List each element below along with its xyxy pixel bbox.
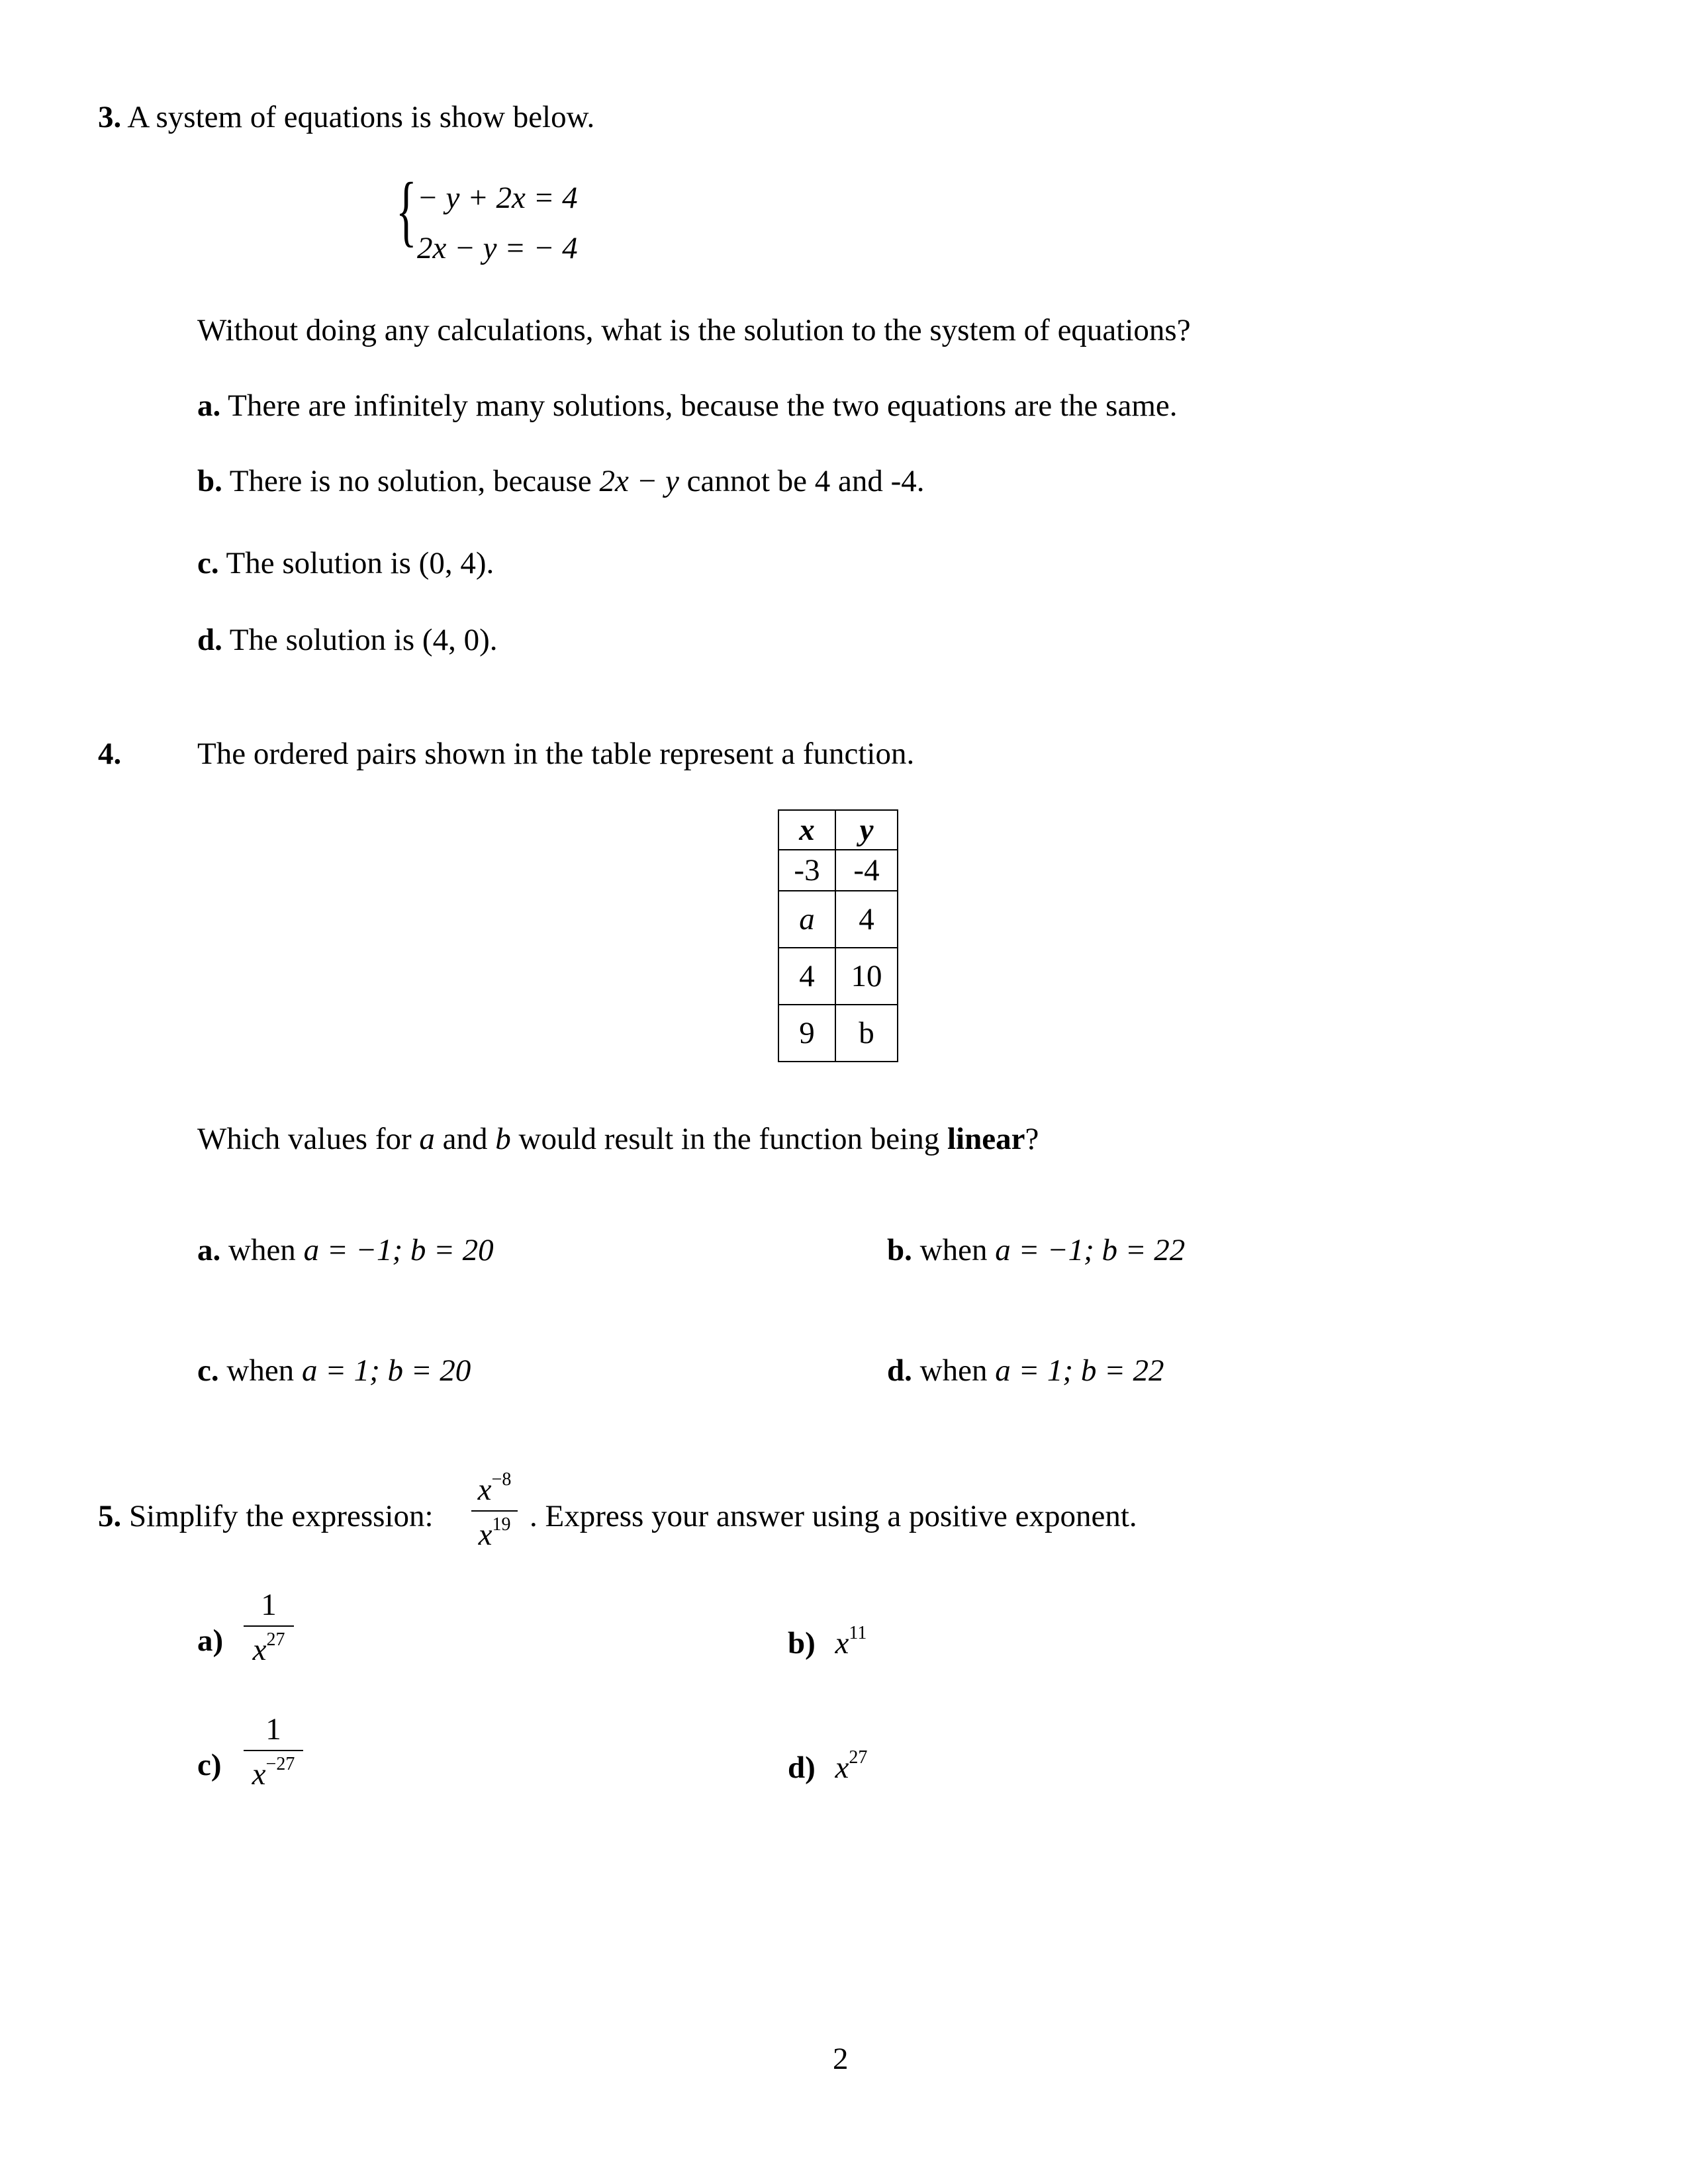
q5-choice-d[interactable] [788, 1747, 867, 1786]
q4-prompt: The ordered pairs shown in the table represent a function. [197, 737, 915, 771]
q4-choice-c[interactable] [197, 1353, 471, 1388]
q3-choice-c[interactable] [197, 545, 494, 581]
q5-choice-a-label: a) [197, 1623, 224, 1658]
q5-header [98, 1498, 434, 1534]
page-number: 2 [833, 2042, 849, 2076]
choice-base: x [252, 1757, 266, 1792]
equation-brace: { [396, 166, 417, 254]
choice-label: c. [197, 546, 219, 580]
choice-label: a. [197, 1233, 221, 1267]
choice-exp: 11 [849, 1623, 867, 1643]
choice-text: There is no solution, because [229, 464, 592, 498]
choice-exp: −27 [265, 1754, 295, 1775]
choice-label: c. [197, 1353, 219, 1388]
q4-choice-a[interactable] [197, 1232, 494, 1268]
choice-label: d) [788, 1751, 816, 1785]
q4-question-start: Which values for [197, 1122, 412, 1156]
q5-choice-c[interactable] [244, 1711, 303, 1792]
q5-expression [471, 1469, 518, 1553]
q3-number: 3. [98, 100, 122, 134]
q4-question [197, 1121, 1039, 1157]
choice-when: when [226, 1353, 295, 1388]
choice-base: x [835, 1626, 849, 1661]
table-cell: b [835, 1005, 898, 1062]
q4-choice-d[interactable] [887, 1353, 1164, 1388]
expr-den-exp: 19 [492, 1514, 511, 1535]
q5-choice-b[interactable] [788, 1623, 867, 1661]
choice-when: when [228, 1233, 296, 1267]
table-row [778, 850, 898, 891]
choice-label: b. [887, 1233, 912, 1267]
function-table [778, 809, 898, 1062]
table-row [778, 1005, 898, 1062]
table-cell: -4 [835, 850, 898, 891]
choice-math: a = −1; b = 22 [995, 1233, 1186, 1267]
choice-text: The solution is (4, 0). [229, 623, 498, 657]
choice-math: 2x − y [599, 464, 679, 498]
q3-question: Without doing any calculations, what is the solution to the system of equations? [197, 313, 1191, 347]
expr-num-base: x [477, 1473, 492, 1507]
choice-when: when [919, 1353, 988, 1388]
q4-var-b: b [495, 1122, 511, 1156]
q3-header [98, 99, 594, 135]
q5-choice-c-label: c) [197, 1748, 222, 1782]
q4-number: 4. [98, 737, 122, 771]
table-cell: a [778, 891, 835, 948]
q4-question-and: and [442, 1122, 488, 1156]
table-cell: 4 [778, 948, 835, 1005]
q5-prompt-after: . Express your answer using a positive exponent. [530, 1499, 1137, 1533]
choice-exp: 27 [266, 1629, 285, 1651]
q3-equation-1: − y + 2x = 4 [417, 181, 578, 215]
q4-question-bold: linear [947, 1122, 1025, 1156]
choice-base: x [835, 1751, 849, 1785]
choice-num: 1 [261, 1588, 277, 1622]
choice-label: b. [197, 464, 222, 498]
q3-choice-a[interactable] [197, 388, 1177, 424]
q4-var-a: a [419, 1122, 435, 1156]
choice-label: d. [197, 623, 222, 657]
choice-when: when [919, 1233, 988, 1267]
q4-question-mid: would result in the function being [518, 1122, 940, 1156]
choice-math: a = 1; b = 22 [995, 1353, 1164, 1388]
choice-label: b) [788, 1626, 816, 1661]
expr-den-base: x [478, 1518, 492, 1553]
choice-label: d. [887, 1353, 912, 1388]
table-cell: 4 [835, 891, 898, 948]
table-cell: 9 [778, 1005, 835, 1062]
q4-question-end: ? [1025, 1122, 1039, 1156]
q4-choice-b[interactable] [887, 1232, 1185, 1268]
table-cell: 10 [835, 948, 898, 1005]
table-header-y: y [835, 810, 898, 850]
choice-num: 1 [265, 1712, 281, 1747]
choice-text-end: cannot be 4 and -4. [686, 464, 925, 498]
q5-choice-a[interactable] [244, 1587, 294, 1668]
choice-label: a. [197, 388, 221, 423]
table-cell: -3 [778, 850, 835, 891]
choice-exp: 27 [849, 1747, 868, 1768]
table-row [778, 948, 898, 1005]
q3-prompt: A system of equations is show below. [127, 100, 595, 134]
choice-math: a = −1; b = 20 [303, 1233, 494, 1267]
choice-base: x [252, 1633, 267, 1668]
expr-num-exp: −8 [491, 1469, 512, 1490]
choice-text: There are infinitely many solutions, because the two equations are the same. [228, 388, 1178, 423]
q5-number: 5. [98, 1499, 122, 1533]
choice-text: The solution is (0, 4). [226, 546, 494, 580]
q3-equation-2: 2x − y = − 4 [417, 231, 578, 265]
table-row [778, 891, 898, 948]
q3-choice-b[interactable] [197, 463, 925, 499]
q3-choice-d[interactable] [197, 622, 497, 658]
table-header-x: x [778, 810, 835, 850]
choice-math: a = 1; b = 20 [301, 1353, 471, 1388]
q5-prompt: Simplify the expression: [129, 1499, 434, 1533]
